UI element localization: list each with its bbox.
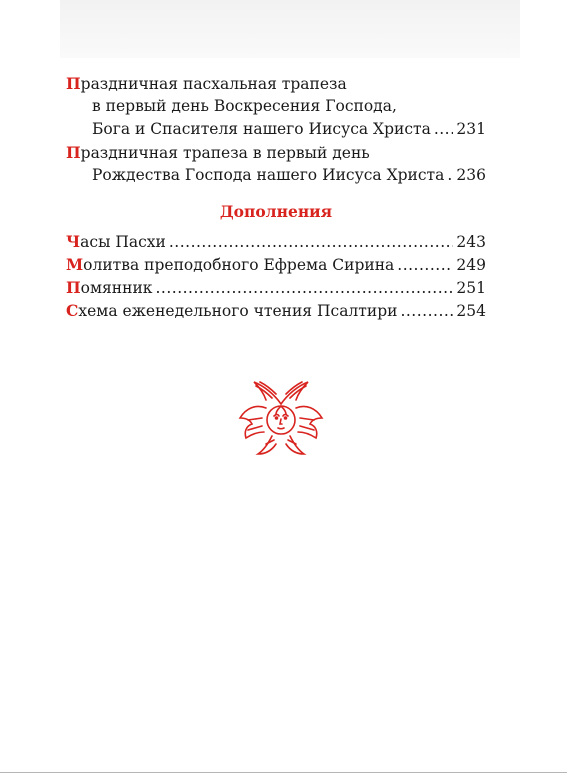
page-number: 251 [456,279,486,297]
drop-initial: П [66,278,81,297]
toc-entry-title: асы Пасхи [80,233,166,251]
toc-entry-ephrem-prayer[interactable] [66,253,486,276]
toc-entry-easter-hours[interactable] [66,230,486,253]
dot-leader [400,300,453,323]
section-title: Дополнения [219,202,333,221]
dot-leader [447,164,453,187]
drop-initial: С [66,301,79,320]
dot-leader [434,118,454,141]
toc-entry-title: раздничная пасхальная трапеза [80,75,347,93]
page-number: 254 [456,302,486,320]
toc-entry-title: раздничная трапеза в первый день [80,144,370,162]
page-number: 236 [456,166,486,184]
toc-entry-title: олитва преподобного Ефрема Сирина [83,256,395,274]
page-number: 231 [456,120,486,138]
drop-initial: М [66,255,84,274]
toc-entry-line [66,141,486,164]
drop-initial: П [66,143,81,162]
toc-entry-line [66,95,486,118]
toc-appendix [66,230,486,322]
toc-entry-easter-meal[interactable] [66,72,486,141]
toc-entry-christmas-meal[interactable] [66,141,486,187]
toc-main [66,72,486,187]
dot-leader [156,277,454,300]
toc-entry-line [66,164,486,187]
page-number: 249 [456,256,486,274]
toc-entry-title: омянник [80,279,153,297]
toc-entry-pomyannik[interactable] [66,276,486,299]
toc-entry-line [66,118,486,141]
page-bottom-rule [0,772,567,773]
toc-entry-title: в первый день Воскресения Господа, [92,97,397,115]
dot-leader [397,254,453,277]
toc-entry-title: Рождества Господа нашего Иисуса Христа [92,166,445,184]
toc-entry-title: хема еженедельного чтения Псалтири [78,302,398,320]
page-number: 243 [456,233,486,251]
seraph-icon [236,374,326,458]
drop-initial: Ч [66,232,81,251]
page-header-shade [60,0,520,58]
toc-entry-line [66,72,486,95]
dot-leader [169,231,454,254]
toc-entry-title: Бога и Спасителя нашего Иисуса Христа [92,120,431,138]
toc-entry-psalter-schedule[interactable] [66,299,486,322]
drop-initial: П [66,74,81,93]
